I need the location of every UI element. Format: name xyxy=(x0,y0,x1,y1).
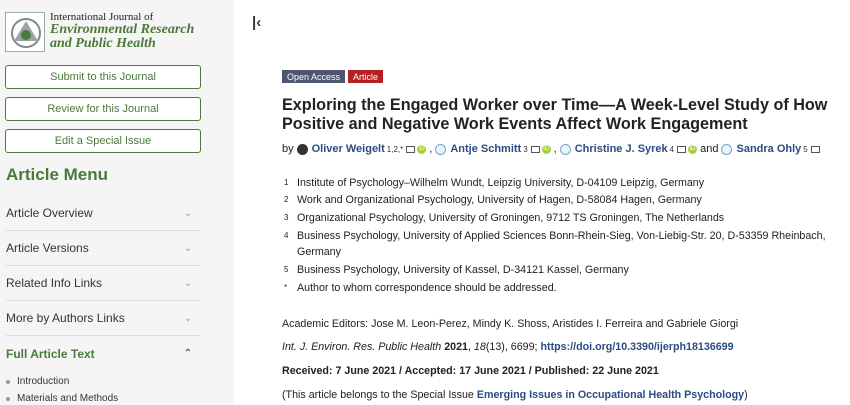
affiliation-text: Organizational Psychology, University of Groningen, 9712 TS Groningen, The Netherlands xyxy=(297,212,725,224)
submit-to-journal-button[interactable]: Submit to this Journal xyxy=(5,65,201,89)
special-issue-note xyxy=(282,389,748,401)
bullet-icon xyxy=(6,397,10,401)
article-menu-title: Article Menu xyxy=(6,165,109,184)
author-name: Sandra Ohly xyxy=(736,143,802,155)
menu-item-article-versions[interactable] xyxy=(6,231,200,266)
citation-journal: Int. J. Environ. Res. Public Health xyxy=(282,341,442,353)
author-link[interactable] xyxy=(297,143,404,155)
special-issue-link[interactable]: Emerging Issues in Occupational Health Psychology xyxy=(476,389,745,401)
author-link[interactable] xyxy=(560,143,674,155)
chevron-up-icon: ⌃ xyxy=(183,348,192,359)
affiliation-number: 3 xyxy=(284,213,289,222)
special-issue-suffix: ) xyxy=(744,389,748,401)
author-link[interactable] xyxy=(435,143,527,155)
toc-item-label: Materials and Methods xyxy=(17,393,119,404)
chevron-down-icon: ⌄ xyxy=(183,242,192,254)
citation: Int. J. Environ. Res. Public Health 2021, 18(13), 6699; https://doi.org/10.3390/ijerph18136699 xyxy=(282,341,734,353)
affiliation-number: 4 xyxy=(284,231,289,240)
by-label: by xyxy=(282,143,294,155)
citation-volume: 18 xyxy=(473,341,486,353)
publication-dates: Received: 7 June 2021 / Accepted: 17 June 2021 / Published: 22 June 2021 xyxy=(282,365,659,377)
affiliation-item xyxy=(284,210,829,226)
email-icon[interactable] xyxy=(677,146,686,153)
affiliation-text: Institute of Psychology–Wilhelm Wundt, Leipzig University, D-04109 Leipzig, Germany xyxy=(297,177,705,189)
menu-item-label: Related Info Links xyxy=(6,276,103,290)
avatar-placeholder-icon xyxy=(560,144,571,155)
menu-item-label: Full Article Text xyxy=(6,346,95,361)
menu-item-full-article-text[interactable] xyxy=(6,336,200,371)
journal-name-line2: Environmental Research xyxy=(50,22,195,37)
special-issue-prefix: (This article belongs to the Special Issue xyxy=(282,389,477,401)
affiliation-text: Business Psychology, University of Applied Sciences Bonn-Rhein-Sieg, Von-Liebig-Str. 20, D-53359 Rheinbach, Germany xyxy=(297,230,826,258)
affiliation-number: 5 xyxy=(284,265,289,274)
academic-editors: Academic Editors: Jose M. Leon-Perez, Mindy K. Shoss, Aristides I. Ferreira and Gabriele Giorgi xyxy=(282,318,739,330)
menu-item-label: More by Authors Links xyxy=(6,311,125,325)
bullet-icon xyxy=(6,380,10,384)
email-icon[interactable] xyxy=(406,146,415,153)
sidebar xyxy=(0,0,234,405)
affiliation-item xyxy=(284,192,829,208)
chevron-down-icon: ⌄ xyxy=(183,207,192,219)
menu-item-article-overview[interactable] xyxy=(6,196,200,231)
edit-special-issue-button[interactable]: Edit a Special Issue xyxy=(5,129,201,153)
menu-item-more-by-authors[interactable] xyxy=(6,301,200,336)
open-access-badge: Open Access xyxy=(282,70,345,83)
menu-item-label: Article Overview xyxy=(6,206,93,220)
author-name: Christine J. Syrek xyxy=(574,143,668,155)
article-type-badge: Article xyxy=(348,70,383,83)
orcid-icon[interactable]: iD xyxy=(418,145,425,152)
affiliation-number: * xyxy=(284,283,288,292)
toc-item-introduction[interactable] xyxy=(6,376,69,387)
affiliation-number: 1 xyxy=(284,178,289,187)
affiliation-item xyxy=(284,262,829,278)
doi-link[interactable]: https://doi.org/10.3390/ijerph18136699 xyxy=(540,341,734,353)
avatar xyxy=(297,144,308,155)
journal-name-line1: International Journal of xyxy=(50,11,154,23)
affiliation-number: 2 xyxy=(284,195,289,204)
avatar-placeholder-icon xyxy=(721,144,732,155)
author-list: by Oliver Weigelt 1,2,* iD , Antje Schmitt 3 iD , Christine J. Syrek 4 iD and Sandra Ohly 5 xyxy=(282,143,820,155)
email-icon[interactable] xyxy=(811,146,820,153)
author-affiliation-sup: 5 xyxy=(803,144,808,154)
menu-item-label: Article Versions xyxy=(6,241,89,255)
author-affiliation-sup: 3 xyxy=(523,144,528,154)
menu-item-related-info-links[interactable] xyxy=(6,266,200,301)
affiliation-text: Business Psychology, University of Kassel, D-34121 Kassel, Germany xyxy=(297,264,629,276)
journal-emblem-icon xyxy=(5,12,45,52)
article-badges xyxy=(282,70,383,83)
journal-logo[interactable] xyxy=(5,12,194,52)
author-name: Antje Schmitt xyxy=(450,143,522,155)
orcid-icon[interactable]: iD xyxy=(543,145,549,152)
chevron-down-icon: ⌄ xyxy=(183,312,192,324)
affiliation-text: Work and Organizational Psychology, University of Hagen, D-58084 Hagen, Germany xyxy=(297,194,702,206)
author-name: Oliver Weigelt xyxy=(311,143,385,155)
toc-item-materials-methods[interactable] xyxy=(6,393,118,404)
toc-item-label: Introduction xyxy=(17,376,70,387)
collapse-sidebar-icon[interactable]: |‹ xyxy=(252,14,262,31)
correspondence-note xyxy=(284,280,829,296)
affiliation-item xyxy=(284,175,829,191)
avatar-placeholder-icon xyxy=(435,144,446,155)
citation-issue: (13), 6699; xyxy=(485,341,538,353)
review-for-journal-button[interactable]: Review for this Journal xyxy=(5,97,201,121)
affiliation-text: Author to whom correspondence should be addressed. xyxy=(297,282,557,294)
author-link[interactable] xyxy=(721,143,807,155)
orcid-icon[interactable]: iD xyxy=(689,145,696,152)
author-affiliation-sup: 1,2,* xyxy=(386,144,404,154)
email-icon[interactable] xyxy=(531,146,540,153)
and-label: and xyxy=(700,143,719,155)
author-affiliation-sup: 4 xyxy=(669,144,675,154)
journal-name-line3: and Public Health xyxy=(50,36,156,51)
chevron-down-icon: ⌄ xyxy=(183,277,192,289)
affiliation-item xyxy=(284,228,829,260)
article-title: Exploring the Engaged Worker over Time—A Week-Level Study of How Positive and Negative Work Events Affect Work Engagement xyxy=(282,96,828,133)
citation-year: 2021 xyxy=(444,341,468,353)
